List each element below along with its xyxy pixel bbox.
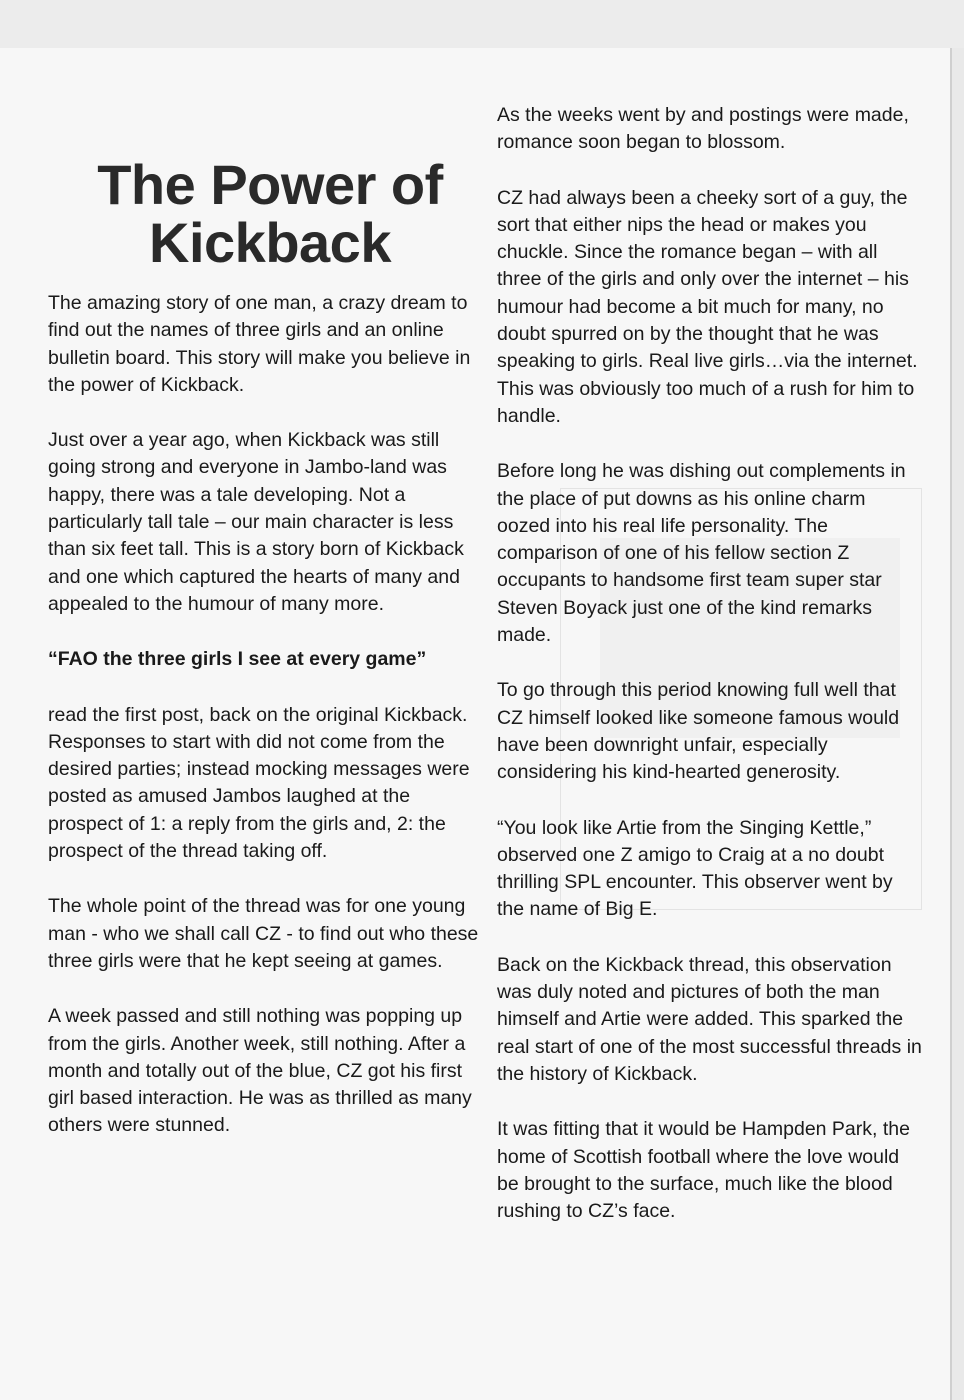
intro-paragraph: The amazing story of one man, a crazy dream to find out the names of three girls and an online bulletin board. This story will make you believe in the power of Kickback. <box>48 292 471 396</box>
body-paragraph: CZ had always been a cheeky sort of a guy, the sort that either nips the head or makes you chuckle. Since the romance began – with all three of the girls and only over the internet – his humour had become a bit much for many, no doubt spurred on by the thought that he was speaking to girls. Real live girls…via the internet. This was obviously too much of a rush for him to handle. <box>497 186 918 427</box>
body-paragraph: Back on the Kickback thread, this observation was duly noted and pictures of both the man himself and Artie were added. This sparked the real start of one of the most successful threads in the history of Kickback. <box>497 953 922 1085</box>
body-paragraph: read the first post, back on the original Kickback. Responses to start with did not come from the desired parties; instead mocking messages were posted as amused Jambos laughed at the prospect of 1: a reply from the girls and, 2: the prospect of the thread taking off. <box>48 703 470 863</box>
scan-top-edge <box>0 0 964 48</box>
body-paragraph: A week passed and still nothing was popping up from the girls. Another week, still nothing. After a month and totally out of the blue, CZ got his first girl based interaction. He was as thrilled as many others were stunned. <box>48 1005 472 1137</box>
pull-quote: “FAO the three girls I see at every game” <box>48 648 427 671</box>
body-paragraph: Before long he was dishing out complements in the place of put downs as his online charm oozed into his real life personality. The comparison of one of his fellow section Z occupants to handsome first team super star Steven Boyack just one of the kind remarks made. <box>497 460 906 647</box>
body-paragraph: “You look like Artie from the Singing Kettle,” observed one Z amigo to Craig at a no doubt thrilling SPL encounter. This observer went by the name of Big E. <box>497 816 893 921</box>
body-paragraph: As the weeks went by and postings were made, romance soon began to blossom. <box>497 104 909 154</box>
body-paragraph: The whole point of the thread was for one young man - who we shall call CZ - to find out who these three girls were that he kept seeing at games. <box>48 895 479 972</box>
body-paragraph: It was fitting that it would be Hampden Park, the home of Scottish football where the love would be brought to the surface, much like the blood rushing to CZ’s face. <box>497 1118 910 1223</box>
title-line-2: Kickback <box>149 210 391 274</box>
body-paragraph: To go through this period knowing full well that CZ himself looked like someone famous would have been downright unfair, especially considering his kind-hearted generosity. <box>497 679 900 784</box>
right-column <box>497 102 922 1225</box>
article-title <box>50 152 490 274</box>
left-column <box>48 290 488 1140</box>
body-paragraph: Just over a year ago, when Kickback was still going strong and everyone in Jambo-land was happy, there was a tale developing. Not a particularly tall tale – our main character is less than six feet tall. This is a story born of Kickback and one which captured the hearts of many and appealed to the humour of many more. <box>48 429 464 615</box>
title-line-1: The Power of <box>97 152 443 216</box>
